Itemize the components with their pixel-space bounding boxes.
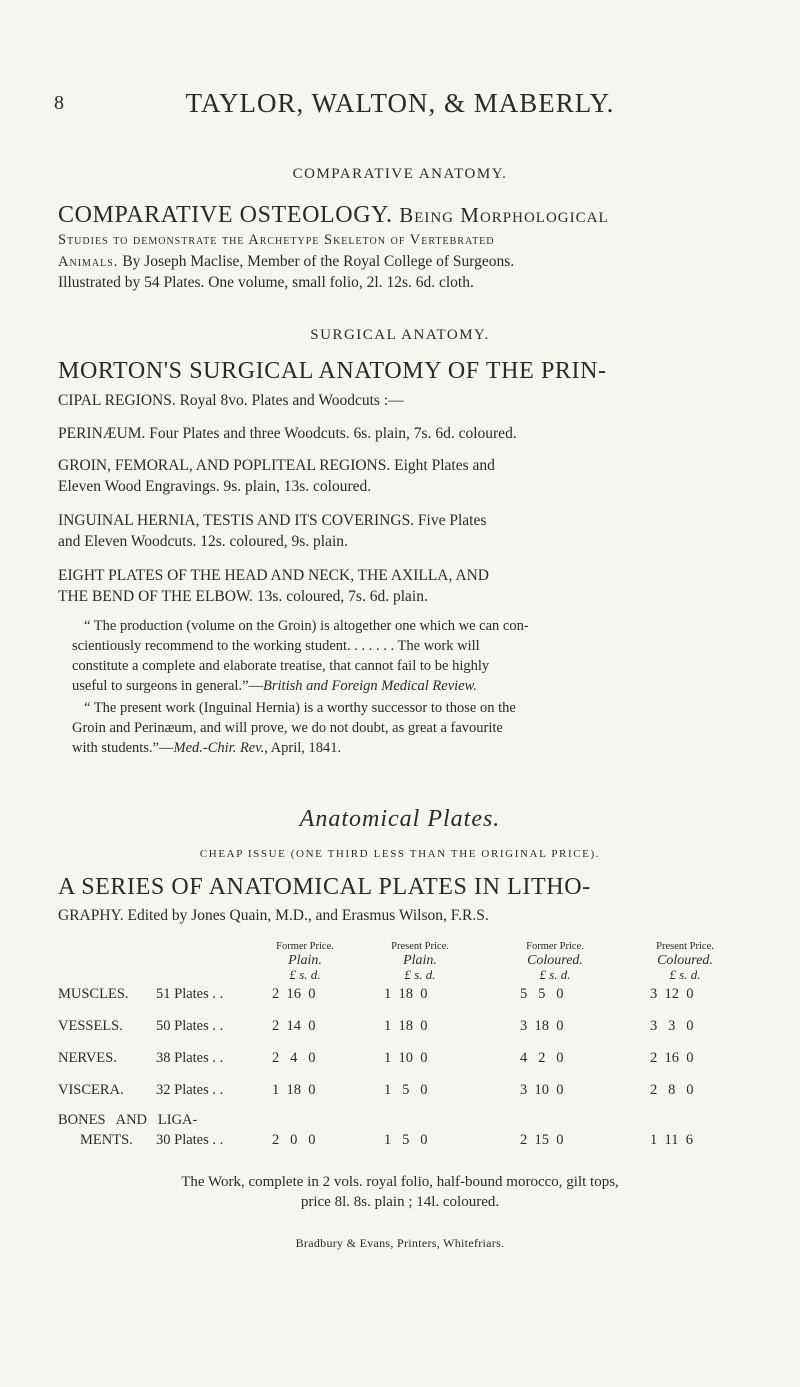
quote-1-line-3: constitute a complete and elaborate treatise, that cannot fail to be highly bbox=[72, 658, 490, 674]
row-former-plain: 2 0 0 bbox=[272, 1132, 316, 1148]
table-row bbox=[58, 1018, 758, 1042]
item-groin-line-2: Eleven Wood Engravings. 9s. plain, 13s. coloured. bbox=[58, 478, 372, 495]
row-present-plain: 1 18 0 bbox=[384, 1018, 428, 1034]
quote-2-line-2: Groin and Perinæum, and will prove, we do not doubt, as great a favourite bbox=[72, 720, 503, 736]
osteology-line-3 bbox=[58, 251, 748, 273]
row-present-coloured: 3 12 0 bbox=[650, 986, 694, 1002]
row-name: VISCERA. bbox=[58, 1082, 124, 1098]
quote-2-date: April, 1841. bbox=[267, 740, 342, 756]
row-former-plain: 2 4 0 bbox=[272, 1050, 316, 1066]
series-editors: GRAPHY. Edited by Jones Quain, M.D., and Erasmus Wilson, F.R.S. bbox=[58, 907, 489, 924]
item-perinaeum: PERINÆUM. Four Plates and three Woodcuts. 6s. plain, 7s. 6d. coloured. bbox=[58, 425, 517, 442]
morton-title-line-1: MORTON'S SURGICAL ANATOMY OF THE PRIN- bbox=[58, 358, 607, 384]
row-name: MENTS. bbox=[80, 1132, 133, 1148]
quote-1-source: British and Foreign Medical Review. bbox=[263, 678, 477, 694]
row-present-plain: 1 5 0 bbox=[384, 1132, 428, 1148]
row-name-line-1: BONES AND LIGA- bbox=[58, 1112, 198, 1128]
row-former-plain: 1 18 0 bbox=[272, 1082, 316, 1098]
quote-2-text-end: with students.”— bbox=[72, 740, 174, 756]
row-plates: 32 Plates . . bbox=[156, 1082, 224, 1098]
row-present-plain: 1 18 0 bbox=[384, 986, 428, 1002]
row-name: NERVES. bbox=[58, 1050, 117, 1066]
column-head-lsd: £ s. d. bbox=[404, 967, 436, 982]
page-header bbox=[0, 88, 800, 128]
quote-1-text-end: useful to surgeons in general.”— bbox=[72, 678, 264, 694]
quote-2-line-1: “ The present work (Inguinal Hernia) is a worthy successor to those on the bbox=[84, 700, 516, 716]
row-former-coloured: 2 15 0 bbox=[520, 1132, 564, 1148]
row-plates: 51 Plates . . bbox=[156, 986, 224, 1002]
author-text: By Joseph Maclise, Member of the Royal College of Surgeons. bbox=[122, 253, 515, 270]
row-present-coloured: 3 3 0 bbox=[650, 1018, 694, 1034]
table-row bbox=[58, 1082, 758, 1106]
row-present-plain: 1 10 0 bbox=[384, 1050, 428, 1066]
table-row bbox=[58, 1112, 758, 1156]
table-row bbox=[58, 986, 758, 1010]
row-plates: 30 Plates . . bbox=[156, 1132, 224, 1148]
item-head-neck-line-2: THE BEND OF THE ELBOW. 13s. coloured, 7s. 6d. plain. bbox=[58, 588, 428, 605]
quote-2-source: Med.-Chir. Rev., bbox=[173, 740, 268, 756]
item-groin-line-1: GROIN, FEMORAL, AND POPLITEAL REGIONS. Eight Plates and bbox=[58, 457, 495, 474]
printer-imprint: Bradbury & Evans, Printers, Whitefriars. bbox=[295, 1236, 505, 1250]
anatomical-plates-heading: Anatomical Plates. bbox=[299, 806, 501, 832]
column-head-lsd: £ s. d. bbox=[289, 967, 321, 982]
osteology-line-2: Studies to demonstrate the Archetype Skeleton of Vertebrated bbox=[58, 232, 495, 248]
quote-1-line-4 bbox=[72, 676, 752, 696]
column-head-kind: Plain. bbox=[288, 953, 322, 968]
item-head-neck-line-1: EIGHT PLATES OF THE HEAD AND NECK, THE AXILLA, AND bbox=[58, 567, 489, 584]
row-former-coloured: 5 5 0 bbox=[520, 986, 564, 1002]
row-plates: 38 Plates . . bbox=[156, 1050, 224, 1066]
column-head-former-coloured bbox=[500, 940, 610, 982]
work-complete-note-line-1: The Work, complete in 2 vols. royal folio, half-bound morocco, gilt tops, bbox=[181, 1174, 619, 1190]
column-head-lsd: £ s. d. bbox=[539, 967, 571, 982]
title-rest: Being Morphological bbox=[399, 203, 609, 227]
column-head-label: Former Price. bbox=[526, 941, 584, 952]
table-row bbox=[58, 1050, 758, 1074]
row-present-coloured: 2 16 0 bbox=[650, 1050, 694, 1066]
column-head-former-plain bbox=[250, 940, 360, 982]
column-head-label: Present Price. bbox=[656, 941, 714, 952]
running-head: TAYLOR, WALTON, & MABERLY. bbox=[185, 88, 615, 118]
column-head-lsd: £ s. d. bbox=[669, 967, 701, 982]
row-plates: 50 Plates . . bbox=[156, 1018, 224, 1034]
item-hernia-line-1: INGUINAL HERNIA, TESTIS AND ITS COVERINGS. Five Plates bbox=[58, 512, 487, 529]
row-name: VESSELS. bbox=[58, 1018, 123, 1034]
quote-2-line-3 bbox=[72, 738, 752, 758]
row-present-coloured: 2 8 0 bbox=[650, 1082, 694, 1098]
row-former-coloured: 3 10 0 bbox=[520, 1082, 564, 1098]
work-complete-note-line-2: price 8l. 8s. plain ; 14l. coloured. bbox=[300, 1194, 500, 1210]
column-head-label: Present Price. bbox=[391, 941, 449, 952]
morton-title-line-2: CIPAL REGIONS. Royal 8vo. Plates and Woodcuts :— bbox=[58, 392, 404, 409]
comparative-osteology-title bbox=[58, 200, 748, 230]
item-hernia-line-2: and Eleven Woodcuts. 12s. coloured, 9s. plain. bbox=[58, 533, 348, 550]
column-head-present-plain bbox=[365, 940, 475, 982]
title-main: COMPARATIVE OSTEOLOGY. bbox=[58, 202, 393, 228]
osteology-line-4: Illustrated by 54 Plates. One volume, small folio, 2l. 12s. 6d. cloth. bbox=[58, 274, 474, 291]
column-head-kind: Coloured. bbox=[657, 953, 713, 968]
section-heading-comparative-anatomy: COMPARATIVE ANATOMY. bbox=[292, 166, 508, 182]
row-name: MUSCLES. bbox=[58, 986, 129, 1002]
column-head-label: Former Price. bbox=[276, 941, 334, 952]
section-heading-surgical-anatomy: SURGICAL ANATOMY. bbox=[310, 327, 490, 343]
page-number: 8 bbox=[54, 92, 64, 114]
row-present-coloured: 1 11 6 bbox=[650, 1132, 693, 1148]
row-present-plain: 1 5 0 bbox=[384, 1082, 428, 1098]
column-head-kind: Coloured. bbox=[527, 953, 583, 968]
column-head-kind: Plain. bbox=[403, 953, 437, 968]
animals-text: Animals. bbox=[58, 254, 119, 270]
quote-1-line-2: scientiously recommend to the working student. . . . . . . The work will bbox=[72, 638, 480, 654]
cheap-issue-subheading: CHEAP ISSUE (ONE THIRD LESS THAN THE ORIGINAL PRICE). bbox=[199, 848, 601, 860]
row-former-coloured: 4 2 0 bbox=[520, 1050, 564, 1066]
series-title: A SERIES OF ANATOMICAL PLATES IN LITHO- bbox=[58, 874, 591, 900]
row-former-coloured: 3 18 0 bbox=[520, 1018, 564, 1034]
column-head-present-coloured bbox=[625, 940, 745, 982]
row-former-plain: 2 16 0 bbox=[272, 986, 316, 1002]
quote-1-line-1: “ The production (volume on the Groin) is altogether one which we can con- bbox=[84, 618, 529, 634]
row-former-plain: 2 14 0 bbox=[272, 1018, 316, 1034]
